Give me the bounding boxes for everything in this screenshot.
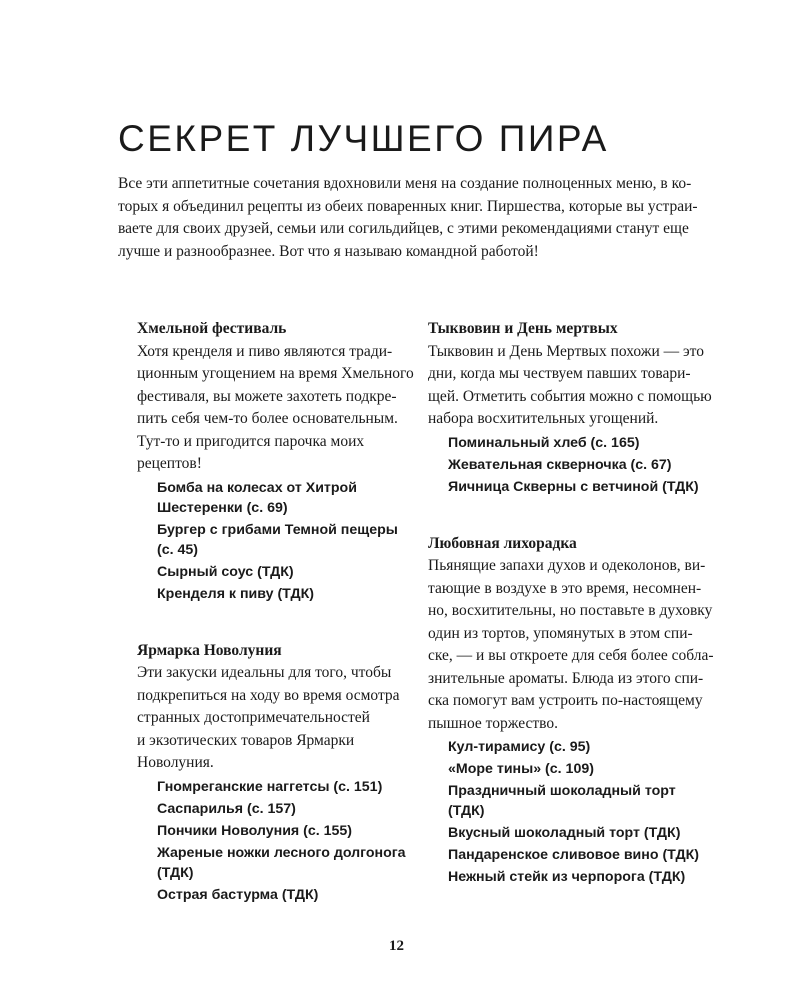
right-column <box>428 318 718 889</box>
recipe-line: Шестеренки (с. 69) <box>157 499 288 516</box>
section-darkmoon-faire <box>137 640 417 905</box>
recipe-line: Кренделя к пиву (ТДК) <box>157 585 314 602</box>
description-line: странных достопримечательностей <box>137 709 370 726</box>
recipe-line: Поминальный хлеб (с. 165) <box>448 434 640 451</box>
description-line: ционным угощением на время Хмельного <box>137 365 414 382</box>
recipe-item <box>448 759 718 779</box>
recipe-item <box>448 477 718 497</box>
section-hallows-end <box>428 318 718 497</box>
recipe-list <box>137 478 417 604</box>
recipe-line: Пандаренское сливовое вино (ТДК) <box>448 847 699 863</box>
section-love-is-in-the-air <box>428 533 718 888</box>
recipe-line: Гномреганские наггетсы (с. 151) <box>157 778 383 795</box>
left-column <box>137 318 417 907</box>
recipe-item <box>448 781 718 821</box>
description-line: Тут-то и пригодится парочка моих <box>137 432 365 450</box>
description-line: щей. Отметить события можно с помощью <box>428 387 712 405</box>
recipe-item <box>157 799 417 819</box>
recipe-item <box>157 885 417 905</box>
description-line: Тыквовин и День Мертвых похожи — это <box>428 342 704 360</box>
recipe-line: Пончики Новолуния (с. 155) <box>157 822 353 839</box>
recipe-item <box>448 823 718 843</box>
description-line: фестиваля, вы можете захотеть подкре- <box>137 387 397 405</box>
recipe-item <box>448 737 718 757</box>
section-description <box>428 555 718 735</box>
recipe-line: (с. 45) <box>157 541 199 558</box>
recipe-item <box>448 433 718 453</box>
recipe-item <box>157 562 417 582</box>
description-line: но, восхитительны, но поставьте в духовку <box>428 602 713 619</box>
section-description <box>428 341 718 431</box>
recipe-item <box>157 821 417 841</box>
recipe-line: (ТДК) <box>448 803 485 819</box>
description-line: Хотя кренделя и пиво являются тради- <box>137 342 393 360</box>
recipe-item <box>157 478 417 518</box>
description-line: пить себя чем-то более основательным. <box>137 410 398 427</box>
intro-line: торых я объединил рецепты из обеих поваренных книг. Пиршества, которые вы устраи- <box>118 197 698 215</box>
recipe-line: Праздничный шоколадный торт <box>448 783 676 799</box>
description-line: рецептов! <box>137 455 202 472</box>
description-line: пышное торжество. <box>428 714 558 732</box>
intro-line: ваете для своих друзей, семьи или согильдийцев, с этими рекомендациями станут еще <box>118 220 689 237</box>
description-line: и экзотических товаров Ярмарки <box>137 731 355 749</box>
section-title: Хмельной фестиваль <box>137 320 287 337</box>
recipe-list <box>428 737 718 887</box>
description-line: дни, когда мы чествуем павших товари- <box>428 365 691 382</box>
section-description <box>137 341 417 476</box>
recipe-item <box>157 777 417 797</box>
recipe-item <box>157 520 417 560</box>
description-line: подкрепиться на ходу во время осмотра <box>137 686 400 704</box>
recipe-list <box>428 433 718 497</box>
description-line: ске, — и вы откроете для себя более собла- <box>428 647 714 664</box>
description-line: ска помогут вам устроить по-настоящему <box>428 692 703 709</box>
page-number: 12 <box>389 938 404 954</box>
section-title: Тыквовин и День мертвых <box>428 320 618 337</box>
page-title: СЕКРЕТ ЛУЧШЕГО ПИРА <box>118 118 609 159</box>
recipe-line: Вкусный шоколадный торт (ТДК) <box>448 825 681 841</box>
intro-paragraph <box>118 173 698 263</box>
recipe-line: (ТДК) <box>157 864 194 881</box>
section-title: Любовная лихорадка <box>428 534 577 552</box>
description-line: Новолуния. <box>137 754 214 771</box>
section-title: Ярмарка Новолуния <box>137 641 282 659</box>
description-line: набора восхитительных угощений. <box>428 410 659 427</box>
recipe-item <box>157 584 417 604</box>
description-line: Пьянящие запахи духов и одеколонов, ви- <box>428 557 706 574</box>
description-line: один из тортов, упомянутых в этом спи- <box>428 624 693 642</box>
intro-line: Все эти аппетитные сочетания вдохновили меня на создание полноценных меню, в ко- <box>118 175 692 192</box>
recipe-line: Жевательная скверночка (с. 67) <box>448 456 672 473</box>
description-line: знительные ароматы. Блюда из этого спи- <box>428 669 704 687</box>
recipe-list <box>137 777 417 905</box>
intro-line: лучше и разнообразнее. Вот что я называю командной работой! <box>118 242 539 260</box>
recipe-line: Жареные ножки лесного долгонога <box>157 844 406 861</box>
section-description <box>137 662 417 775</box>
recipe-item <box>448 455 718 475</box>
recipe-line: Сырный соус (ТДК) <box>157 563 294 580</box>
section-hop-festival <box>137 318 417 604</box>
recipe-line: Саспарилья (с. 157) <box>157 800 296 817</box>
recipe-line: Бомба на колесах от Хитрой <box>157 479 357 496</box>
recipe-line: «Море тины» (с. 109) <box>448 761 594 777</box>
description-line: тающие в воздухе в это время, несомнен- <box>428 579 702 597</box>
recipe-item <box>448 867 718 887</box>
recipe-line: Нежный стейк из черпорога (ТДК) <box>448 869 686 885</box>
recipe-line: Острая бастурма (ТДК) <box>157 886 319 903</box>
recipe-line: Кул-тирамису (с. 95) <box>448 739 591 755</box>
description-line: Эти закуски идеальны для того, чтобы <box>137 664 392 681</box>
recipe-item <box>157 843 417 883</box>
recipe-line: Яичница Скверны с ветчиной (ТДК) <box>448 478 699 495</box>
recipe-line: Бургер с грибами Темной пещеры <box>157 521 398 538</box>
recipe-item <box>448 845 718 865</box>
